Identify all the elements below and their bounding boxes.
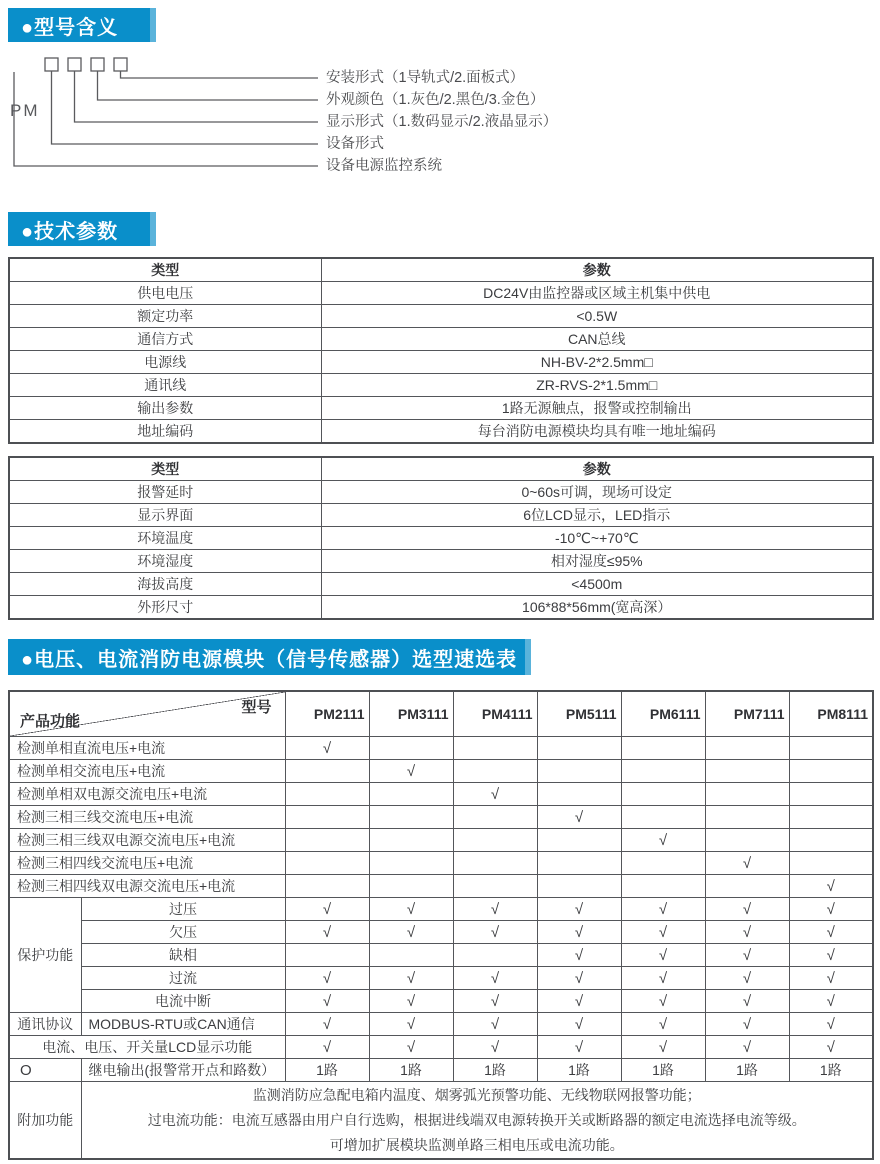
extra-group-label: 附加功能 bbox=[9, 1082, 81, 1160]
mark-cell: √ bbox=[285, 898, 369, 921]
table-row bbox=[9, 420, 873, 444]
mark-cell bbox=[369, 829, 453, 852]
mark-cell bbox=[453, 760, 537, 783]
model-code-diagram bbox=[0, 50, 880, 190]
callout-line-5 bbox=[14, 72, 318, 166]
col-header-param: 参数 bbox=[321, 457, 873, 481]
mark-cell bbox=[369, 875, 453, 898]
col-header-type: 类型 bbox=[9, 457, 321, 481]
mark-cell bbox=[789, 852, 873, 875]
mark-cell: √ bbox=[285, 990, 369, 1013]
param-value: <4500m bbox=[321, 573, 873, 596]
mark-cell bbox=[537, 760, 621, 783]
mark-cell: √ bbox=[621, 944, 705, 967]
param-value: 106*88*56mm(宽高深） bbox=[321, 596, 873, 620]
extra-functions-row bbox=[9, 1082, 873, 1160]
relay-value: 1路 bbox=[705, 1059, 789, 1082]
mark-cell bbox=[285, 852, 369, 875]
mark-cell: √ bbox=[453, 1036, 537, 1059]
mark-cell bbox=[621, 760, 705, 783]
relay-value: 1路 bbox=[285, 1059, 369, 1082]
mark-cell bbox=[537, 737, 621, 760]
mark-cell: √ bbox=[705, 967, 789, 990]
mark-cell bbox=[621, 875, 705, 898]
mark-cell: √ bbox=[285, 967, 369, 990]
model-header-pm6111: PM6111 bbox=[621, 691, 705, 737]
relay-row bbox=[9, 1059, 873, 1082]
feature-label: 检测三相三线交流电压+电流 bbox=[9, 806, 285, 829]
param-value: NH-BV-2*2.5mm□ bbox=[321, 351, 873, 374]
mark-cell: √ bbox=[369, 898, 453, 921]
mark-cell bbox=[621, 806, 705, 829]
param-name: 通讯线 bbox=[9, 374, 321, 397]
param-value: <0.5W bbox=[321, 305, 873, 328]
mark-cell bbox=[285, 829, 369, 852]
mark-cell bbox=[369, 783, 453, 806]
feature-row bbox=[9, 760, 873, 783]
protection-label: 过压 bbox=[81, 898, 285, 921]
relay-value: 1路 bbox=[621, 1059, 705, 1082]
mark-cell: √ bbox=[537, 806, 621, 829]
callout-line-2 bbox=[98, 71, 319, 100]
table-row bbox=[9, 481, 873, 504]
relay-value: 1路 bbox=[453, 1059, 537, 1082]
mark-cell: √ bbox=[453, 898, 537, 921]
mark-cell: √ bbox=[789, 1013, 873, 1036]
mark-cell: √ bbox=[369, 1013, 453, 1036]
mark-cell: √ bbox=[621, 1013, 705, 1036]
mark-cell: √ bbox=[789, 990, 873, 1013]
mark-cell: √ bbox=[705, 1036, 789, 1059]
mark-cell bbox=[621, 737, 705, 760]
mark-cell: √ bbox=[537, 1013, 621, 1036]
table-row bbox=[9, 596, 873, 620]
diagram-label-color: 外观颜色（1.灰色/2.黑色/3.金色） bbox=[326, 92, 545, 108]
digit-box-2 bbox=[68, 58, 81, 71]
callout-line-4 bbox=[52, 71, 319, 144]
mark-cell: √ bbox=[369, 921, 453, 944]
protection-label: 缺相 bbox=[81, 944, 285, 967]
mark-cell: √ bbox=[537, 944, 621, 967]
mark-cell: √ bbox=[537, 1036, 621, 1059]
digit-box-3 bbox=[91, 58, 104, 71]
param-value: DC24V由监控器或区域主机集中供电 bbox=[321, 282, 873, 305]
selection-header-row bbox=[9, 691, 873, 737]
mark-cell bbox=[789, 783, 873, 806]
param-name: 输出参数 bbox=[9, 397, 321, 420]
mark-cell bbox=[621, 852, 705, 875]
table-row bbox=[9, 305, 873, 328]
extra-line-3: 可增加扩展模块监测单路三相电压或电流功能。 bbox=[329, 1136, 624, 1153]
protection-row bbox=[9, 967, 873, 990]
feature-row bbox=[9, 852, 873, 875]
param-name: 地址编码 bbox=[9, 420, 321, 444]
mark-cell: √ bbox=[789, 875, 873, 898]
param-value: ZR-RVS-2*1.5mm□ bbox=[321, 374, 873, 397]
table-row bbox=[9, 351, 873, 374]
protocol-label: MODBUS-RTU或CAN通信 bbox=[81, 1013, 285, 1036]
param-name: 环境湿度 bbox=[9, 550, 321, 573]
mark-cell: √ bbox=[789, 944, 873, 967]
mark-cell bbox=[789, 760, 873, 783]
mark-cell bbox=[369, 852, 453, 875]
mark-cell bbox=[705, 806, 789, 829]
section-header-tech-params: ●技术参数 bbox=[8, 212, 156, 246]
feature-label: 检测单相双电源交流电压+电流 bbox=[9, 783, 285, 806]
protection-label: 欠压 bbox=[81, 921, 285, 944]
table-header-row bbox=[9, 457, 873, 481]
mark-cell bbox=[537, 783, 621, 806]
mark-cell bbox=[789, 737, 873, 760]
protection-label: 过流 bbox=[81, 967, 285, 990]
mark-cell bbox=[537, 875, 621, 898]
mark-cell: √ bbox=[285, 921, 369, 944]
mark-cell: √ bbox=[369, 990, 453, 1013]
mark-cell: √ bbox=[789, 898, 873, 921]
model-header-pm7111: PM7111 bbox=[705, 691, 789, 737]
mark-cell bbox=[453, 944, 537, 967]
param-value: -10℃~+70℃ bbox=[321, 527, 873, 550]
mark-cell: √ bbox=[705, 921, 789, 944]
feature-row bbox=[9, 737, 873, 760]
mark-cell: √ bbox=[537, 990, 621, 1013]
mark-cell bbox=[285, 760, 369, 783]
mark-cell bbox=[285, 875, 369, 898]
protection-row bbox=[9, 944, 873, 967]
mark-cell bbox=[369, 737, 453, 760]
diagram-label-system: 设备电源监控系统 bbox=[326, 158, 442, 174]
mark-cell: √ bbox=[621, 990, 705, 1013]
extra-line-1: 监测消防应急配电箱内温度、烟雾弧光预警功能、无线物联网报警功能； bbox=[252, 1086, 701, 1103]
mark-cell: √ bbox=[369, 967, 453, 990]
mark-cell bbox=[705, 760, 789, 783]
mark-cell bbox=[285, 806, 369, 829]
mark-cell bbox=[453, 829, 537, 852]
mark-cell: √ bbox=[789, 1036, 873, 1059]
extra-line-2: 过电流功能：电流互感器由用户自行选购，根据进线端双电源转换开关或断路器的额定电流选择电流等级。 bbox=[147, 1111, 806, 1128]
mark-cell: √ bbox=[621, 967, 705, 990]
param-value: 1路无源触点，报警或控制输出 bbox=[321, 397, 873, 420]
relay-value: 1路 bbox=[789, 1059, 873, 1082]
mark-cell: √ bbox=[789, 921, 873, 944]
diagonal-label-model: 型号 bbox=[241, 699, 272, 716]
tech-table-2 bbox=[8, 456, 874, 620]
callout-line-1 bbox=[121, 71, 319, 78]
mark-cell bbox=[705, 737, 789, 760]
param-name: 外形尺寸 bbox=[9, 596, 321, 620]
feature-label: 检测三相三线双电源交流电压+电流 bbox=[9, 829, 285, 852]
mark-cell bbox=[369, 944, 453, 967]
relay-value: 1路 bbox=[369, 1059, 453, 1082]
diagonal-header-cell bbox=[9, 691, 285, 737]
mark-cell bbox=[369, 806, 453, 829]
diagram-label-display: 显示形式（1.数码显示/2.液晶显示） bbox=[326, 114, 558, 130]
mark-cell: √ bbox=[369, 760, 453, 783]
protection-row bbox=[9, 921, 873, 944]
feature-row bbox=[9, 783, 873, 806]
param-value: 每台消防电源模块均具有唯一地址编码 bbox=[321, 420, 873, 444]
param-name: 显示界面 bbox=[9, 504, 321, 527]
feature-label: 检测三相四线交流电压+电流 bbox=[9, 852, 285, 875]
feature-label: 检测单相直流电压+电流 bbox=[9, 737, 285, 760]
mark-cell bbox=[705, 829, 789, 852]
model-prefix: PM bbox=[10, 101, 40, 120]
callout-line-3 bbox=[75, 71, 319, 122]
feature-row bbox=[9, 806, 873, 829]
mark-cell bbox=[453, 875, 537, 898]
mark-cell: √ bbox=[705, 898, 789, 921]
tech-table-1 bbox=[8, 257, 874, 444]
table-row bbox=[9, 397, 873, 420]
section-header-selection-table: ●电压、电流消防电源模块（信号传感器）选型速选表 bbox=[8, 639, 531, 675]
param-name: 额定功率 bbox=[9, 305, 321, 328]
table-row bbox=[9, 573, 873, 596]
param-value: 0~60s可调，现场可设定 bbox=[321, 481, 873, 504]
mark-cell: √ bbox=[705, 944, 789, 967]
protocol-group-label: 通讯协议 bbox=[9, 1013, 81, 1036]
mark-cell: √ bbox=[705, 990, 789, 1013]
model-header-pm3111: PM3111 bbox=[369, 691, 453, 737]
relay-label: 继电输出(报警常开点和路数） bbox=[81, 1059, 285, 1082]
mark-cell bbox=[789, 806, 873, 829]
param-name: 海拔高度 bbox=[9, 573, 321, 596]
selection-table bbox=[8, 690, 874, 1160]
mark-cell: √ bbox=[789, 967, 873, 990]
table-row bbox=[9, 527, 873, 550]
mark-cell bbox=[537, 829, 621, 852]
mark-cell: √ bbox=[621, 898, 705, 921]
mark-cell: √ bbox=[285, 1013, 369, 1036]
protection-row bbox=[9, 898, 873, 921]
mark-cell: √ bbox=[453, 783, 537, 806]
model-header-pm8111: PM8111 bbox=[789, 691, 873, 737]
table-row bbox=[9, 504, 873, 527]
mark-cell: √ bbox=[453, 967, 537, 990]
mark-cell: √ bbox=[453, 1013, 537, 1036]
table-row bbox=[9, 550, 873, 573]
mark-cell bbox=[453, 852, 537, 875]
mark-cell bbox=[285, 944, 369, 967]
mark-cell: √ bbox=[285, 737, 369, 760]
diagram-label-mounting: 安装形式（1导轨式/2.面板式） bbox=[326, 70, 525, 86]
mark-cell: √ bbox=[369, 1036, 453, 1059]
feature-row bbox=[9, 829, 873, 852]
lcd-row bbox=[9, 1036, 873, 1059]
mark-cell: √ bbox=[621, 1036, 705, 1059]
col-header-param: 参数 bbox=[321, 258, 873, 282]
model-header-pm5111: PM5111 bbox=[537, 691, 621, 737]
param-name: 报警延时 bbox=[9, 481, 321, 504]
mark-cell: √ bbox=[705, 852, 789, 875]
feature-label: 检测单相交流电压+电流 bbox=[9, 760, 285, 783]
param-name: 通信方式 bbox=[9, 328, 321, 351]
lcd-label: 电流、电压、开关量LCD显示功能 bbox=[9, 1036, 285, 1059]
digit-box-4 bbox=[114, 58, 127, 71]
mark-cell bbox=[705, 783, 789, 806]
relay-value: 1路 bbox=[537, 1059, 621, 1082]
mark-cell bbox=[285, 783, 369, 806]
mark-cell: √ bbox=[621, 829, 705, 852]
protection-label: 电流中断 bbox=[81, 990, 285, 1013]
model-header-pm4111: PM4111 bbox=[453, 691, 537, 737]
mark-cell: √ bbox=[537, 967, 621, 990]
mark-cell: √ bbox=[537, 898, 621, 921]
mark-cell bbox=[789, 829, 873, 852]
param-name: 供电电压 bbox=[9, 282, 321, 305]
relay-group-label: O bbox=[9, 1059, 81, 1082]
feature-label: 检测三相四线双电源交流电压+电流 bbox=[9, 875, 285, 898]
extra-functions-text bbox=[81, 1082, 873, 1160]
mark-cell: √ bbox=[453, 990, 537, 1013]
table-row bbox=[9, 328, 873, 351]
model-header-pm2111: PM2111 bbox=[285, 691, 369, 737]
diagram-label-device: 设备形式 bbox=[326, 136, 384, 152]
protection-group-label: 保护功能 bbox=[9, 898, 81, 1013]
param-name: 电源线 bbox=[9, 351, 321, 374]
mark-cell: √ bbox=[705, 1013, 789, 1036]
digit-box-1 bbox=[45, 58, 58, 71]
mark-cell bbox=[453, 737, 537, 760]
mark-cell: √ bbox=[537, 921, 621, 944]
mark-cell: √ bbox=[453, 921, 537, 944]
diagonal-label-product: 产品功能 bbox=[20, 713, 81, 730]
protection-row bbox=[9, 990, 873, 1013]
mark-cell: √ bbox=[285, 1036, 369, 1059]
mark-cell bbox=[453, 806, 537, 829]
mark-cell bbox=[705, 875, 789, 898]
param-value: 相对湿度≤95% bbox=[321, 550, 873, 573]
param-name: 环境温度 bbox=[9, 527, 321, 550]
mark-cell: √ bbox=[621, 921, 705, 944]
section-header-model-meaning: ●型号含义 bbox=[8, 8, 156, 42]
param-value: CAN总线 bbox=[321, 328, 873, 351]
mark-cell bbox=[621, 783, 705, 806]
param-value: 6位LCD显示，LED指示 bbox=[321, 504, 873, 527]
col-header-type: 类型 bbox=[9, 258, 321, 282]
feature-row bbox=[9, 875, 873, 898]
protocol-row bbox=[9, 1013, 873, 1036]
table-row bbox=[9, 282, 873, 305]
table-header-row bbox=[9, 258, 873, 282]
mark-cell bbox=[537, 852, 621, 875]
table-row bbox=[9, 374, 873, 397]
